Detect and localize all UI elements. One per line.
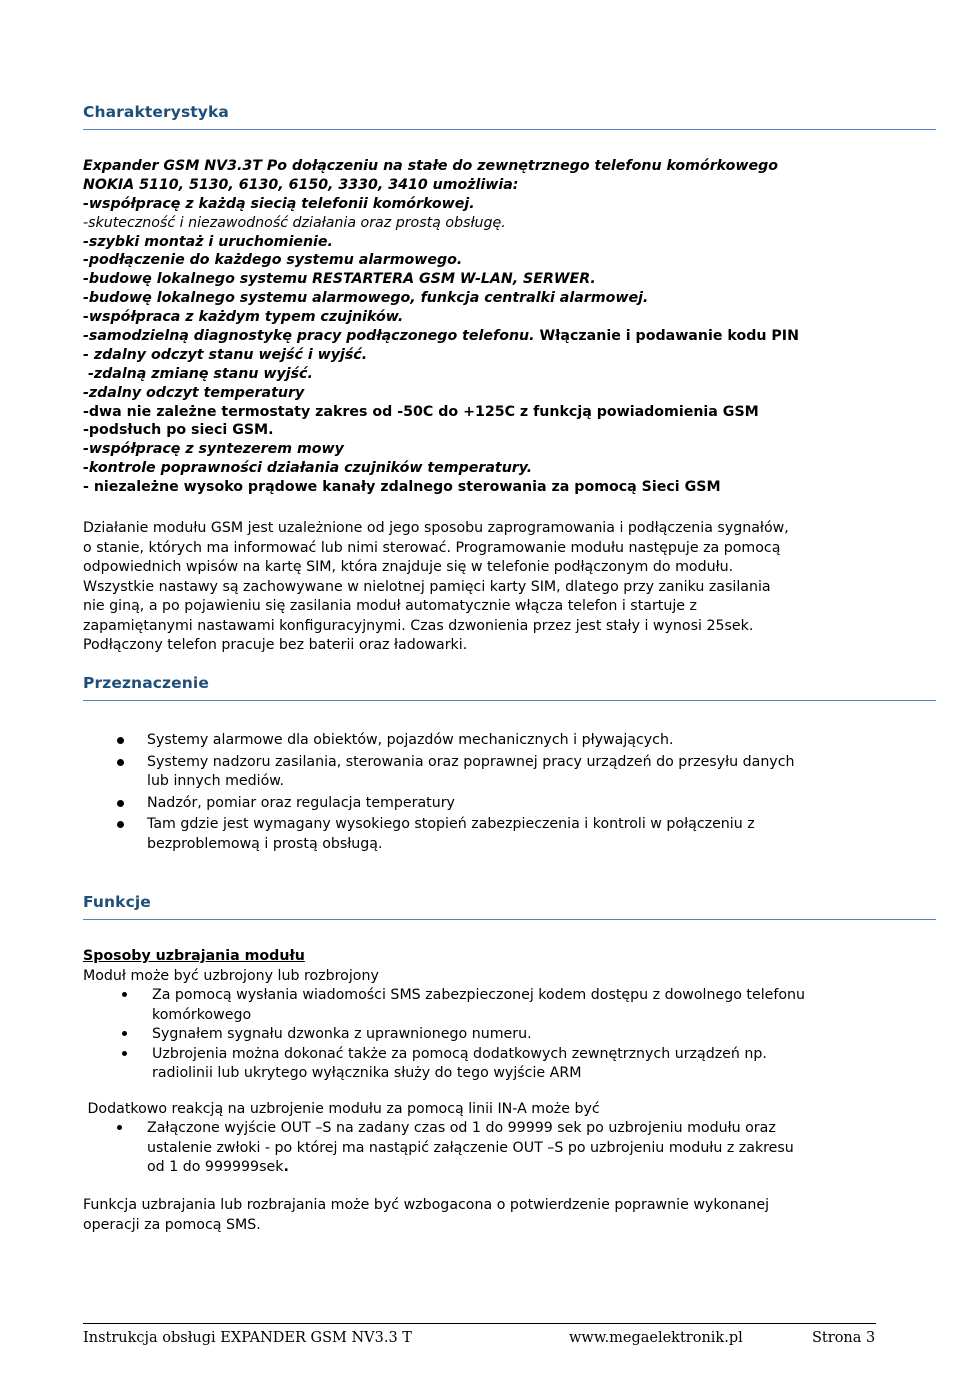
bullet-icon bbox=[117, 1125, 122, 1130]
bullet-icon bbox=[122, 1051, 127, 1056]
list-item bbox=[0, 753, 960, 792]
list-item-text: radiolinii lub ukrytego wyłącznika służy do tego wyjście ARM bbox=[152, 1065, 582, 1081]
feature-line: -budowę lokalnego systemu alarmowego, funkcja centralki alarmowej. bbox=[83, 290, 649, 307]
feature-line: -szybki montaż i uruchomienie. bbox=[83, 233, 333, 250]
description-line: Wszystkie nastawy są zachowywane w nielotnej pamięci karty SIM, dlatego przy zaniku zasilania bbox=[83, 578, 771, 595]
footer-rule bbox=[83, 1323, 876, 1324]
description-line: zapamiętanymi nastawami konfiguracyjnymi. Czas dzwonienia przez jest stały i wynosi 25sek. bbox=[83, 617, 754, 634]
extra-intro: Dodatkowo reakcją na uzbrojenie modułu za pomocą linii IN-A może być bbox=[83, 1101, 600, 1117]
footer-page-number: Strona 3 bbox=[812, 1330, 876, 1346]
list-item-text: Systemy nadzoru zasilania, sterowania oraz poprawnej pracy urządzeń do przesyłu danych bbox=[147, 753, 795, 770]
bullet-icon bbox=[122, 1031, 127, 1036]
bullet-icon bbox=[117, 800, 124, 807]
footer-title: Instrukcja obsługi EXPANDER GSM NV3.3 T bbox=[83, 1330, 412, 1346]
list-item-text: Sygnałem sygnału dzwonka z uprawnionego numeru. bbox=[152, 1026, 532, 1042]
feature-line: -budowę lokalnego systemu RESTARTERA GSM W-LAN, SERWER. bbox=[83, 271, 596, 288]
feature-line: -współpracę z każdą siecią telefonii komórkowej. bbox=[83, 195, 475, 212]
purpose-list bbox=[0, 731, 960, 854]
list-item-text: ustalenie zwłoki - po której ma nastąpić załączenie OUT –S po uzbrojeniu modułu z zakresu bbox=[147, 1139, 794, 1156]
feature-line: -kontrole poprawności działania czujników temperatury. bbox=[83, 460, 533, 477]
heading-przeznaczenie: Przeznaczenie bbox=[83, 674, 209, 692]
arming-list bbox=[0, 986, 960, 1084]
list-item bbox=[0, 794, 960, 814]
feature-line: - niezależne wysoko prądowe kanały zdalnego sterowania za pomocą Sieci GSM bbox=[83, 479, 721, 496]
arming-section bbox=[83, 947, 943, 986]
description-line: o stanie, których ma informować lub nimi sterować. Programowanie modułu następuje za pomocą bbox=[83, 539, 781, 556]
list-item-text: komórkowego bbox=[152, 1006, 252, 1023]
list-item bbox=[0, 1025, 960, 1045]
heading-rule bbox=[83, 129, 936, 130]
footer-website: www.megaelektronik.pl bbox=[569, 1330, 743, 1346]
list-item-text-part: od 1 do 999999sek bbox=[147, 1159, 284, 1175]
list-item bbox=[0, 731, 960, 751]
closing-line: operacji za pomocą SMS. bbox=[83, 1216, 261, 1233]
feature-line: -współpraca z każdym typem czujników. bbox=[83, 309, 404, 326]
list-item-text: Nadzór, pomiar oraz regulacja temperatury bbox=[147, 794, 455, 811]
arming-title: Sposoby uzbrajania modułu bbox=[83, 948, 305, 964]
feature-line: -podłączenie do każdego systemu alarmowego. bbox=[83, 252, 463, 269]
description-line: nie giną, a po pojawieniu się zasilania moduł automatycznie włącza telefon i startuje z bbox=[83, 598, 697, 614]
bullet-icon bbox=[117, 821, 124, 828]
feature-line bbox=[83, 327, 943, 346]
closing-paragraph bbox=[83, 1196, 943, 1235]
extra-list bbox=[0, 1119, 960, 1178]
feature-text-pin: Włączanie i podawanie kodu PIN bbox=[539, 328, 799, 345]
feature-line: -dwa nie zależne termostaty zakres od -50C do +125C z funkcją powiadomienia GSM bbox=[83, 403, 759, 420]
arming-intro: Moduł może być uzbrojony lub rozbrojony bbox=[83, 967, 379, 984]
description-line: Działanie modułu GSM jest uzależnione od jego sposobu zaprogramowania i podłączenia sygnałów, bbox=[83, 520, 789, 536]
list-item-text bbox=[147, 1158, 289, 1178]
heading-funkcje: Funkcje bbox=[83, 893, 151, 911]
feature-line: -zdalny odczyt temperatury bbox=[83, 384, 305, 401]
list-item-text: lub innych mediów. bbox=[147, 773, 285, 789]
list-item-text: Za pomocą wysłania wiadomości SMS zabezpieczonej kodem dostępu z dowolnego telefonu bbox=[152, 987, 806, 1003]
list-item bbox=[0, 1045, 960, 1084]
list-item-text: bezproblemową i prostą obsługą. bbox=[147, 835, 383, 852]
list-item-text: Uzbrojenia można dokonać także za pomocą dodatkowych zewnętrznych urządzeń np. bbox=[152, 1045, 767, 1062]
list-item-text: Systemy alarmowe dla obiektów, pojazdów mechanicznych i pływających. bbox=[147, 732, 674, 748]
list-item bbox=[0, 1119, 960, 1178]
heading-rule bbox=[83, 919, 936, 920]
feature-line: Expander GSM NV3.3T Po dołączeniu na stałe do zewnętrznego telefonu komórkowego bbox=[83, 158, 778, 174]
list-item bbox=[0, 986, 960, 1025]
bullet-icon bbox=[117, 737, 124, 744]
feature-text: -samodzielną diagnostykę pracy podłączonego telefonu. bbox=[83, 328, 535, 345]
feature-line: NOKIA 5110, 5130, 6130, 6150, 3330, 3410 umożliwia: bbox=[83, 176, 519, 193]
heading-charakterystyka: Charakterystyka bbox=[83, 103, 229, 121]
feature-line: -współpracę z syntezerem mowy bbox=[83, 441, 344, 458]
feature-line: -skuteczność i niezawodność działania oraz prostą obsługę. bbox=[83, 214, 506, 231]
list-item-text: Tam gdzie jest wymagany wysokiego stopień zabezpieczenia i kontroli w połączeniu z bbox=[147, 816, 755, 832]
heading-rule bbox=[83, 700, 936, 701]
list-item bbox=[0, 815, 960, 854]
feature-list bbox=[83, 157, 943, 497]
feature-line: - zdalny odczyt stanu wejść i wyjść. bbox=[83, 346, 368, 363]
description-paragraph bbox=[83, 519, 943, 656]
list-item-text: Załączone wyjście OUT –S na zadany czas od 1 do 99999 sek po uzbrojeniu modułu oraz bbox=[147, 1120, 776, 1136]
description-line: Podłączony telefon pracuje bez baterii oraz ładowarki. bbox=[83, 637, 468, 653]
feature-line: -zdalną zmianę stanu wyjść. bbox=[83, 365, 313, 382]
closing-line: Funkcja uzbrajania lub rozbrajania może być wzbogacona o potwierdzenie poprawnie wykonanej bbox=[83, 1197, 770, 1213]
description-line: odpowiednich wpisów na kartę SIM, która znajduje się w telefonie podłączonym do modułu. bbox=[83, 559, 734, 575]
bullet-icon bbox=[122, 992, 127, 997]
bullet-icon bbox=[117, 759, 124, 766]
list-item-text-period: . bbox=[283, 1159, 289, 1175]
feature-line: -podsłuch po sieci GSM. bbox=[83, 422, 274, 439]
